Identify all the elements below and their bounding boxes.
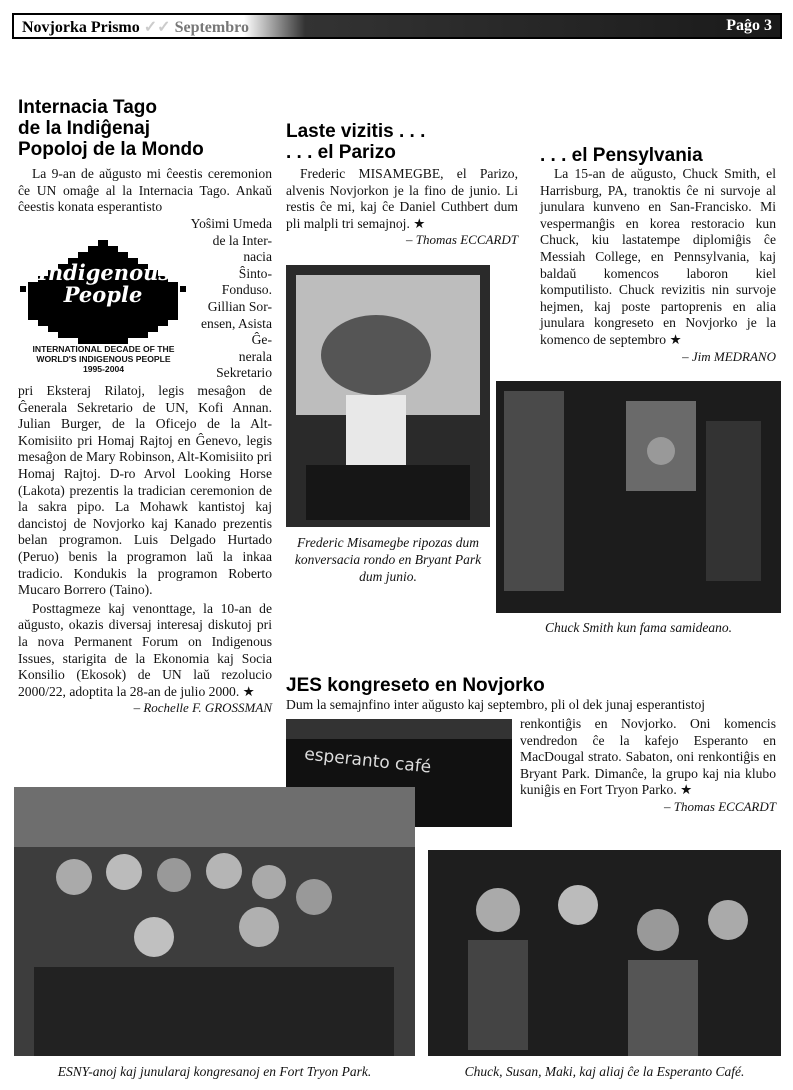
photo-frederic: [286, 265, 490, 527]
article1-body: pri Eksteraj Rilatoj, legis mesaĝon de Ĝenerala Sekretario de UN, Kofi Annan. Julian Burger, de la Oficejo de la Alt-Komisiito pri Homaj Rajtoj en Ĝenevo, legis mesaĝon de Mary Robinson, Alt-Komisiito pri Homaj Rajtoj. D-ro Arvol Looking Horse (Lakota) prezentis la tradician ceremonion de la sakra pipo. La Mohawk kantistoj kaj dancistoj de Novjorko kaj Kanado prezentis belan programon. Luis Delgado Hurtado (Peruo) benis la programon laŭ la inkaa tradicio. Kondukis la programon Roberto Mucaro Borrero (Taino). Posttagmeze kaj venonttage, la 10-an de aŭgusto, okazis diversaj interesaj diskutoj pri la nova Permanent Forum on Indigenous Issues, starigita de la Ekonomia kaj Socia Konsilio (Ekosok) de UN laŭ rezolucio 2000/22, adoptita la 28-an de julio 2000. ★ – Rochelle F. GROSSMAN: [18, 383, 272, 716]
article3-body: La 15-an de aŭgusto, Chuck Smith, el Harrisburg, PA, tranoktis ĉe ni survoje al junulara kunveno en San-Francisko. Mi vespermanĝis en korea restoracio kun Chuck, kiu lastatempe diplomiĝis ĉe Messiah College, en Pennsylvania, kaj baldaŭ komencos laboron kiel komputilisto. Chuck revizitis nin survoje hejmen, kaj poste partoprenis en alia junulara kongreseto en Novjorko je la komenco de septembro ★ – Jim MEDRANO: [540, 166, 776, 364]
article3-caption: Chuck Smith kun fama samideano.: [544, 620, 733, 635]
logo-decade-line2: WORLD'S INDIGENOUS PEOPLE: [36, 354, 171, 364]
article3-author: – Jim MEDRANO: [682, 348, 776, 364]
logo-word-2: People: [63, 282, 143, 307]
article2-caption: Frederic Misamegbe ripozas dum konversacia rondo en Bryant Park dum junio.: [294, 535, 482, 584]
end-star: ★: [242, 683, 255, 699]
cafe-sign-text: esperanto café: [303, 744, 433, 778]
article1-wrap-column: Yoŝimi Umeda de la Inter- nacia Ŝinto- Fonduso. Gillian Sor- ensen, Asista Ĝe- nerala Sekretario: [190, 216, 272, 381]
logo-decade-line1: INTERNATIONAL DECADE OF THE: [32, 344, 175, 354]
section-label: Septembro: [174, 19, 249, 36]
article2-title: Laste vizitis . . . . . . el Parizo: [286, 121, 426, 163]
article4-intro: Dum la semajnfino inter aŭgusto kaj septembro, pli ol dek junaj esperantistoj: [286, 697, 706, 712]
article4-author: – Thomas ECCARDT: [664, 798, 776, 814]
article3-title: . . . el Pensylvania: [540, 145, 703, 166]
article2-body: Frederic MISAMEGBE, el Parizo, alvenis Novjorkon je la fino de junio. Li restis ĉe mi, kaj ĉe Daniel Cuthbert dum pli malpli tri semajnoj. ★ – Thomas ECCARDT: [286, 166, 518, 248]
photo-chuck: [496, 381, 781, 613]
photo-esperanto-cafe-image: [428, 850, 781, 1056]
logo-years: 1995-2004: [82, 364, 125, 374]
article4-body: renkontiĝis en Novjorko. Oni komencis vendredon ĉe la kafejo Esperanto en MacDougal strato. Sabaton, oni renkontiĝis en Bryant Park. Dimanĉe, la grupo kaj nia klubo kuniĝis en Fort Tryon Parko. ★ – Thomas ECCARDT: [520, 716, 776, 814]
publication-title: Novjorka Prismo: [22, 19, 140, 36]
article4-title: JES kongreseto en Novjorko: [286, 675, 545, 696]
photo-fort-tryon-caption: ESNY-anoj kaj junularaj kongresanoj en Fort Tryon Park.: [57, 1064, 372, 1079]
article1-lead: La 9-an de aŭgusto mi ĉeestis ceremonion ĉe UN omaĝe al la Internacia Tago. Ankaŭ ĉeestis konata esperantisto: [18, 166, 272, 215]
page-header: Novjorka Prismo ✓✓ Septembro Paĝo 3: [12, 13, 782, 39]
photo-chuck-image: [496, 381, 781, 613]
article1-title-line2: de la Indiĝenaj: [18, 118, 150, 139]
photo-esperanto-cafe: [428, 850, 781, 1056]
logo-word-1: Indigenous: [38, 260, 171, 285]
article1-author: – Rochelle F. GROSSMAN: [133, 700, 272, 716]
article1-title: [18, 97, 268, 160]
article1-title-line3: Popoloj de la Mondo: [18, 139, 204, 160]
article1-title-line1: Internacia Tago: [18, 97, 158, 118]
article2-author: – Thomas ECCARDT: [406, 232, 518, 248]
photo-fort-tryon-image: [14, 787, 415, 1056]
photo-frederic-image: [286, 265, 490, 527]
photo-fort-tryon: [14, 787, 415, 1056]
photo-esperanto-cafe-caption: Chuck, Susan, Maki, kaj aliaj ĉe la Esperanto Café.: [464, 1064, 745, 1079]
page-number: Paĝo 3: [726, 17, 772, 34]
indigenous-decade-logo: [16, 240, 191, 380]
